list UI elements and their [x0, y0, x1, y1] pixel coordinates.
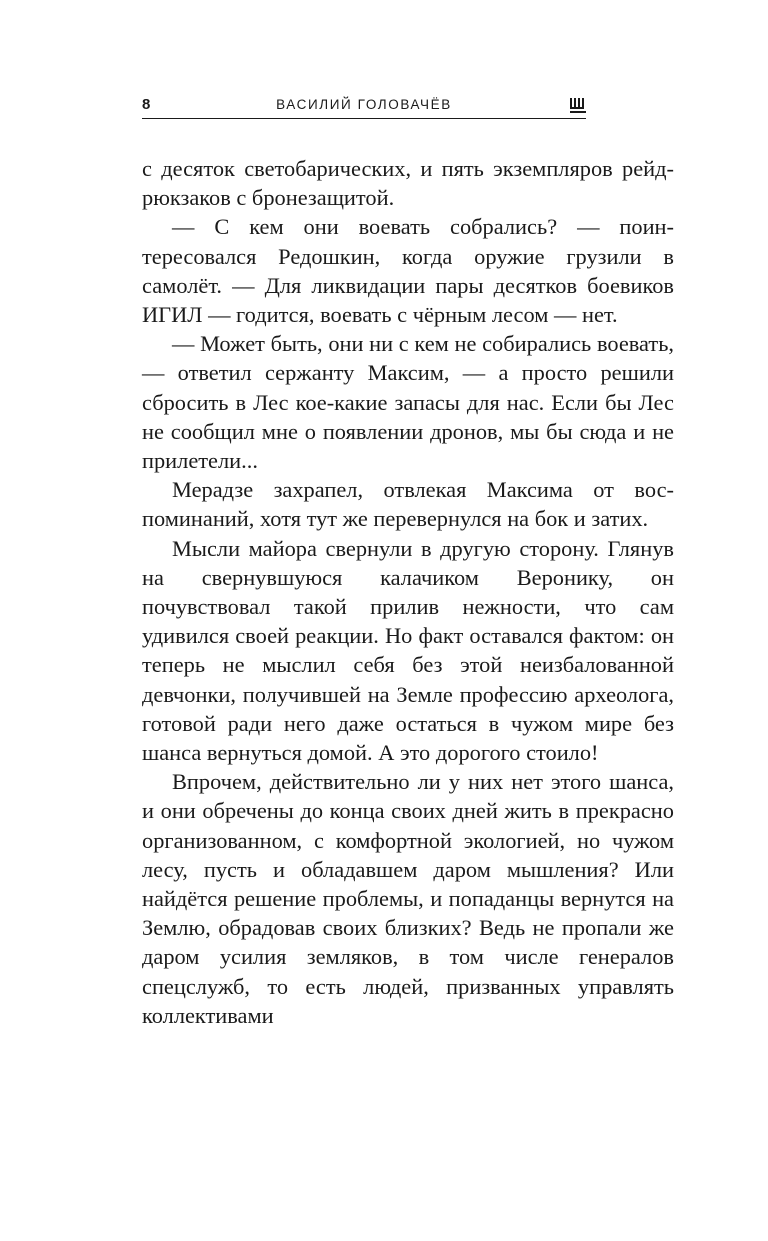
- running-header: [142, 96, 586, 119]
- publisher-logo-icon: [570, 97, 586, 113]
- paragraph-6: Впрочем, действительно ли у них нет этого шанса, и они обречены до конца своих дней жить в прекрасно организованном, с комфортной экологией, но чужом лесу, пусть и обладавшем даром мышления? Или найдётся решение проблемы, и попаданцы вернутся на Землю, обрадовав своих близких? Ведь не пропали же даром усилия земляков, в том числе генералов спецслужб, то есть людей, призванных управлять коллективами: [142, 769, 674, 1028]
- paragraph-5: Мысли майора свернули в другую сторону. Глянув на свернувшуюся калачиком Веронику, он почувствовал такой прилив нежности, что сам удивился своей реакции. Но факт оставался фактом: он теперь не мыслил себя без этой неизбалованной девчонки, получившей на Земле профессию археолога, готовой ради него даже остаться в чужом мире без шанса вернуться домой. А это дорогого стоило!: [142, 535, 674, 766]
- page-number: 8: [142, 96, 151, 113]
- paragraph-4: Мерадзе захрапел, отвлекая Максима от воспоминаний, хотя тут же перевернулся на бок и затих.: [142, 477, 674, 532]
- author-name: ВАСИЛИЙ ГОЛОВАЧЁВ: [276, 97, 452, 112]
- body-text: [142, 154, 674, 1030]
- paragraph-2: — С кем они воевать собрались? — поинтересовался Редошкин, когда оружие грузили в самолёт. — Для ликвидации пары десятков боевиков ИГИЛ — годится, воевать с чёрным лесом — нет.: [142, 214, 674, 328]
- paragraph-3: — Может быть, они ни с кем не собирались воевать, — ответил сержанту Максим, — а просто решили сбросить в Лес кое-какие запасы для нас. Если бы Лес не сообщил мне о появлении дронов, мы бы сюда и не прилетели...: [142, 331, 674, 474]
- paragraph-1: с десяток светобарических, и пять экземпляров рейд-рюкзаков с бронезащитой.: [142, 156, 674, 211]
